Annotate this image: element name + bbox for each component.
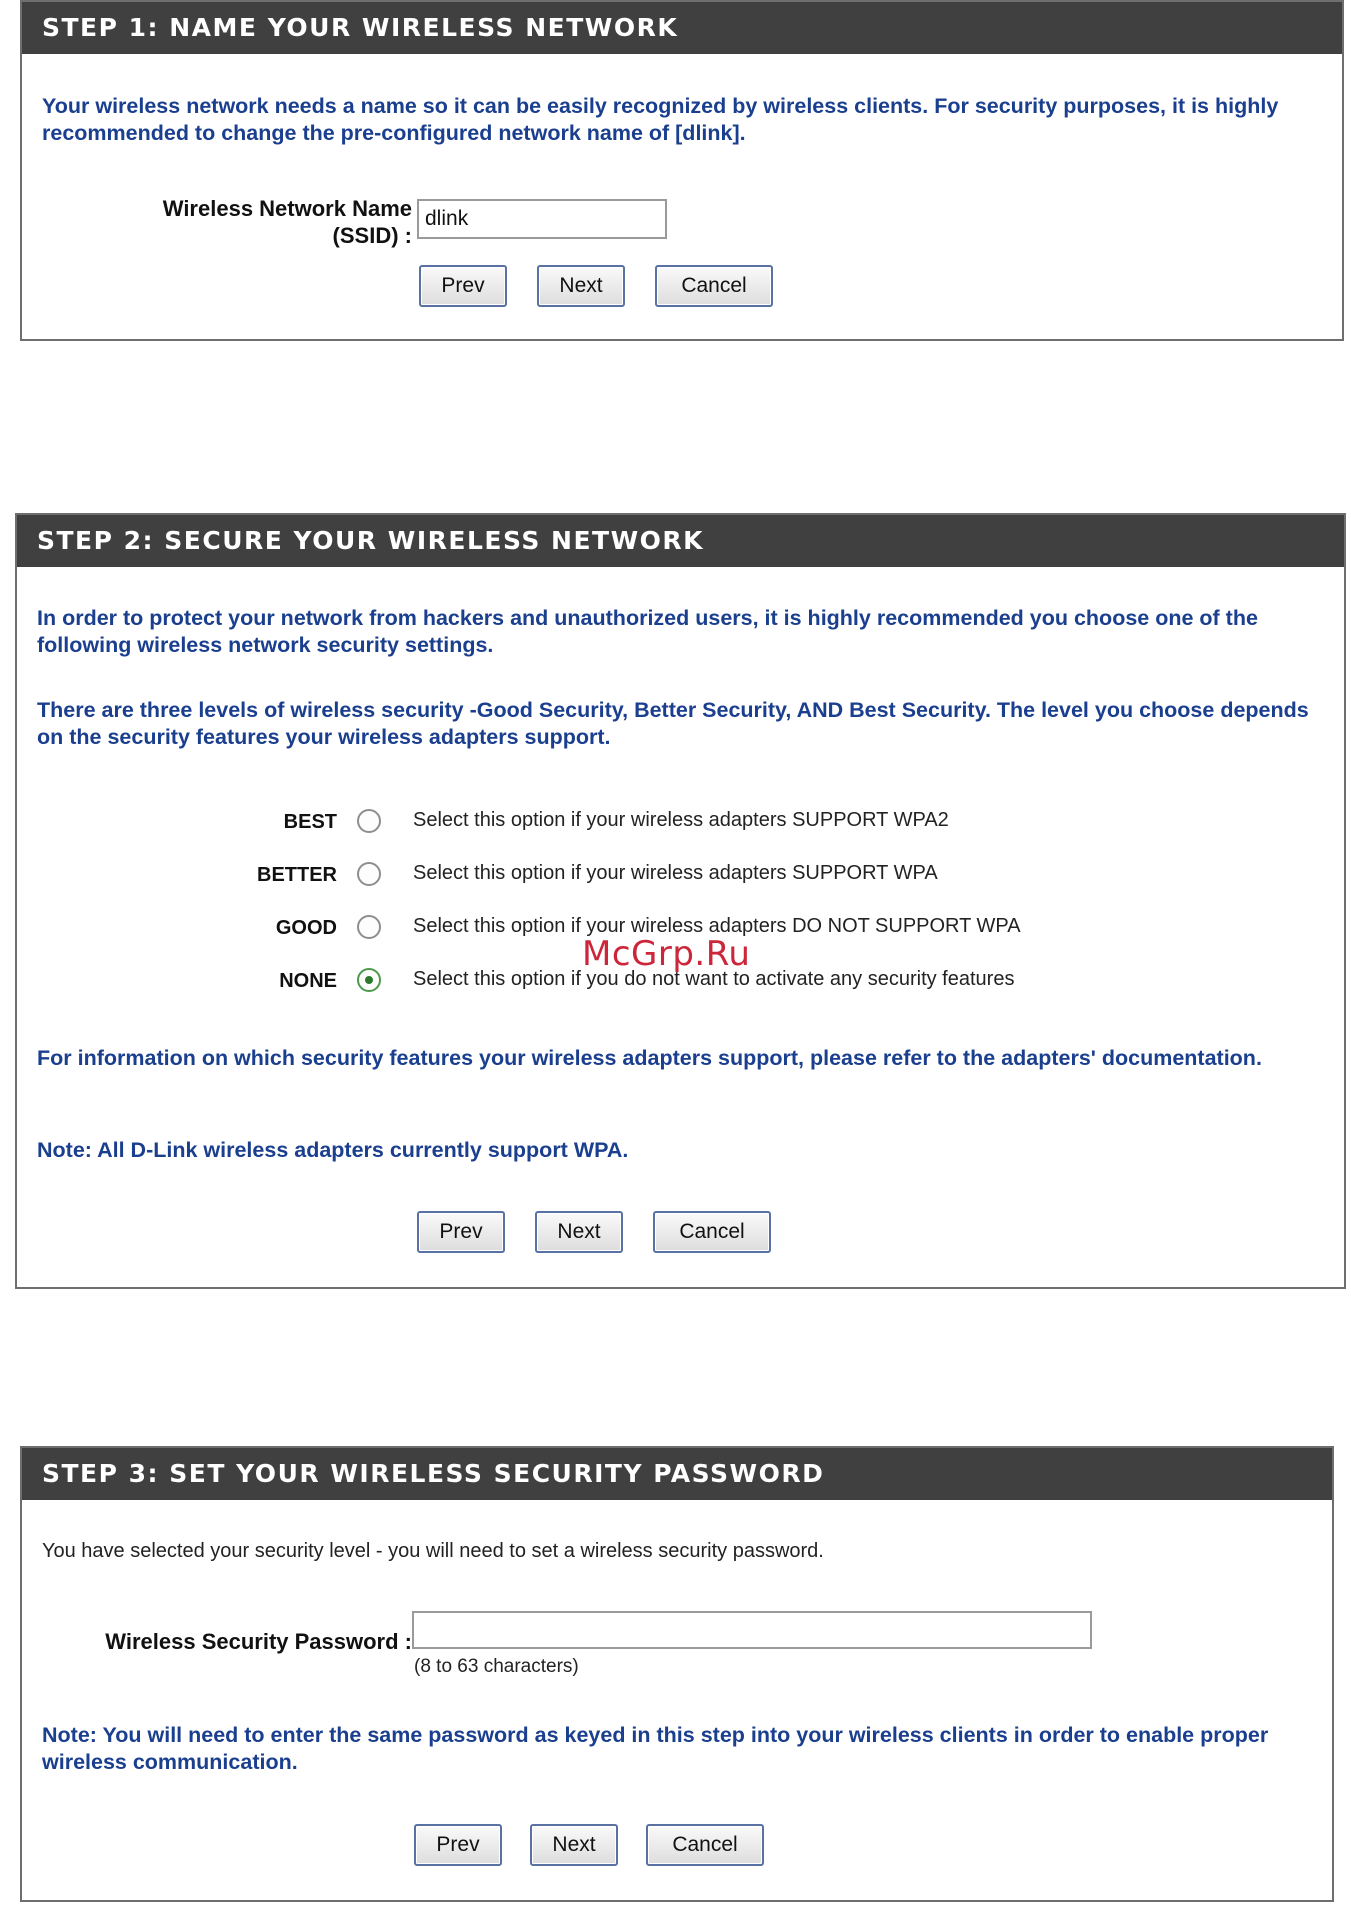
step2-intro-2: There are three levels of wireless security -Good Security, Better Security, AND Best Security. The level you choose depends on the security features your wireless adapters support.	[37, 698, 1309, 749]
password-input[interactable]	[412, 1611, 1092, 1649]
radio-none[interactable]	[357, 968, 381, 992]
step2-next-button[interactable]: Next	[535, 1211, 623, 1253]
step2-cancel-button[interactable]: Cancel	[653, 1211, 771, 1253]
step1-title: STEP 1: NAME YOUR WIRELESS NETWORK	[22, 2, 1342, 54]
radio-good[interactable]	[357, 915, 381, 939]
security-level-label: BEST	[283, 811, 337, 833]
step3-title: STEP 3: SET YOUR WIRELESS SECURITY PASSWORD	[22, 1448, 1332, 1500]
ssid-label-line2: (SSID) :	[332, 223, 412, 248]
step3-next-button[interactable]: Next	[530, 1824, 618, 1866]
step1-intro: Your wireless network needs a name so it can be easily recognized by wireless clients. For security purposes, it is highly recommended to change the pre-configured network name of [dlink].	[42, 94, 1279, 145]
step3-note: Note: You will need to enter the same password as keyed in this step into your wireless clients in order to enable proper wireless communication.	[42, 1723, 1269, 1774]
ssid-input[interactable]	[417, 199, 667, 239]
ssid-label-line1: Wireless Network Name	[162, 196, 412, 221]
watermark: McGrp.Ru	[582, 934, 751, 974]
step2-info: For information on which security features your wireless adapters support, please refer to the adapters' documentation.	[37, 1046, 1262, 1070]
security-option-description: Select this option if you do not want to activate any security features	[413, 968, 1015, 990]
step3-panel	[20, 1446, 1334, 1902]
step1-next-button[interactable]: Next	[537, 265, 625, 307]
step1-prev-button[interactable]: Prev	[419, 265, 507, 307]
ssid-label	[62, 195, 412, 249]
radio-dot	[365, 976, 373, 984]
radio-better[interactable]	[357, 862, 381, 886]
step1-cancel-button[interactable]: Cancel	[655, 265, 773, 307]
security-option-description: Select this option if your wireless adapters SUPPORT WPA2	[413, 809, 949, 831]
security-level-label: NONE	[279, 970, 337, 992]
security-option-description: Select this option if your wireless adapters SUPPORT WPA	[413, 862, 938, 884]
password-label: Wireless Security Password :	[105, 1629, 412, 1654]
step3-intro: You have selected your security level - you will need to set a wireless security password.	[42, 1540, 824, 1562]
security-level-label: BETTER	[257, 864, 337, 886]
security-level-label: GOOD	[275, 917, 337, 939]
step2-prev-button[interactable]: Prev	[417, 1211, 505, 1253]
step1-panel	[20, 0, 1344, 341]
password-hint: (8 to 63 characters)	[414, 1656, 579, 1677]
step3-cancel-button[interactable]: Cancel	[646, 1824, 764, 1866]
security-option-description: Select this option if your wireless adapters DO NOT SUPPORT WPA	[413, 915, 1021, 937]
step2-intro-1: In order to protect your network from hackers and unauthorized users, it is highly recommended you choose one of the following wireless network security settings.	[37, 606, 1258, 657]
step2-panel	[15, 513, 1346, 1289]
step2-note: Note: All D-Link wireless adapters currently support WPA.	[37, 1138, 629, 1162]
step3-prev-button[interactable]: Prev	[414, 1824, 502, 1866]
step2-title: STEP 2: SECURE YOUR WIRELESS NETWORK	[17, 515, 1344, 567]
radio-best[interactable]	[357, 809, 381, 833]
